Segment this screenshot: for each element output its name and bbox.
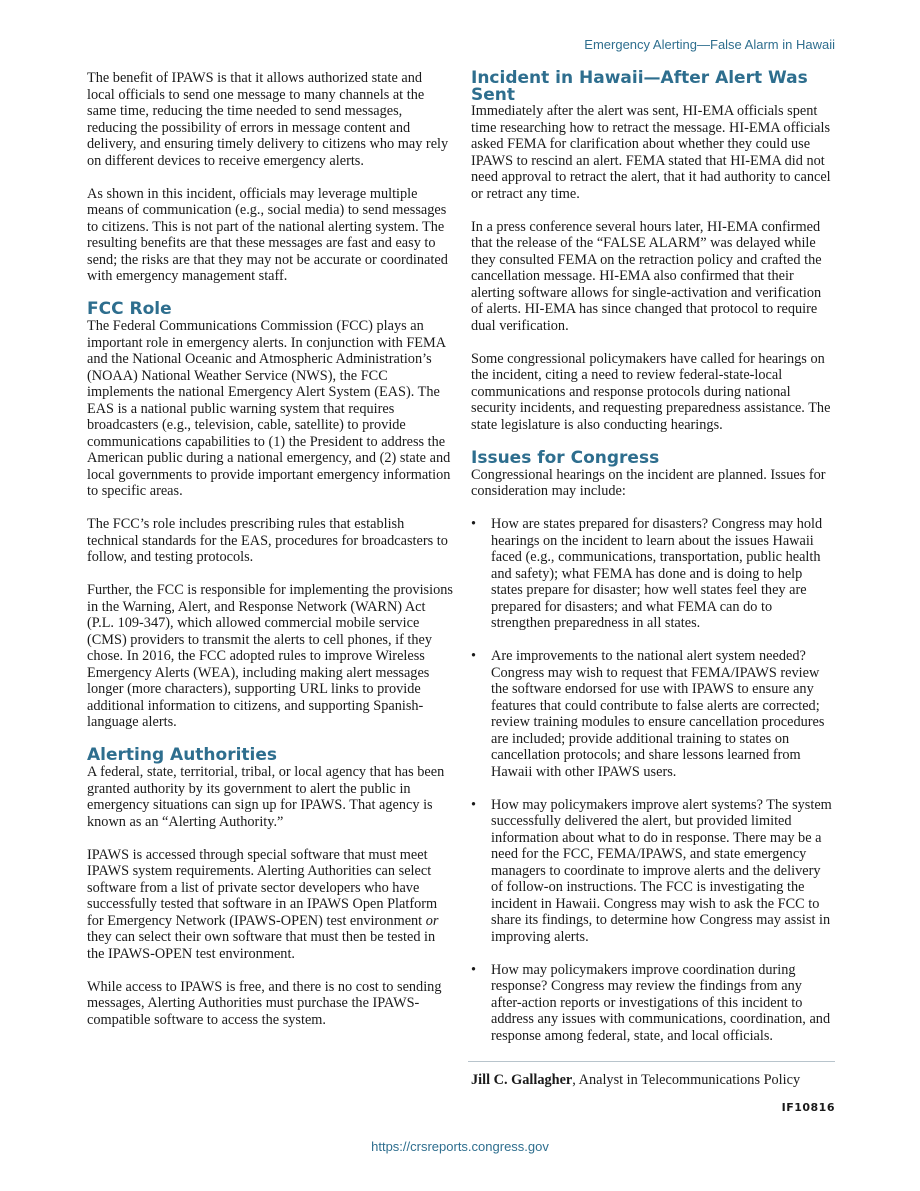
fcc-role-heading: FCC Role — [87, 299, 172, 319]
fcc-role-paragraph-2: The FCC’s role includes prescribing rules that establish technical standards for the EAS, procedures for broadcasters to follow, and testing protocols. — [87, 516, 448, 565]
footer-url-link[interactable]: https://crsreports.congress.gov — [371, 1139, 549, 1154]
right-column — [471, 70, 835, 1117]
author-line — [471, 1072, 835, 1089]
emphasis-or: or — [425, 912, 439, 929]
alerting-authorities-heading: Alerting Authorities — [87, 745, 278, 765]
list-item — [471, 516, 835, 632]
alerting-authorities-paragraph-3: While access to IPAWS is free, and there is no cost to sending messages, Alerting Authorities must purchase the IPAWS-compatible software to access the system. — [87, 978, 442, 1028]
fcc-role-paragraph-3: Further, the FCC is responsible for implementing the provisions in the Warning, Alert, and Response Network (WARN) Act (P.L. 109-347), which allowed commercial mobile service (CMS) providers to transmit the alerts to cell phones, if they chose. In 2016, the FCC adopted rules to improve Wireless Emergency Alerts (WEA), including making alert messages longer (more characters), supporting URL links to provide additional information to citizens, and supporting Spanish-language alerts. — [87, 582, 453, 730]
bullet-icon: • — [471, 961, 477, 978]
fcc-role-paragraph-1: The Federal Communications Commission (FCC) plays an important role in emergency alerts. In conjunction with FEMA and the National Oceanic and Atmospheric Administration’s (NOAA) National Weather Service (NWS), the FCC implements the national Emergency Alert System (EAS). The EAS is a national public warning system that requires broadcasters (e.g., television, cable, satellite) to provide communications capabilities to (1) the President to address the American public during a national emergency, and (2) state and local governments to provide important emergency information to specific areas. — [87, 318, 451, 499]
ipaws-benefit-paragraph: The benefit of IPAWS is that it allows authorized state and local officials to send one message to many channels at the same time, reducing the time needed to send messages, reducing the possibility of errors in message content and delivery, and ensuring timely delivery to citizens who may rely on different devices to receive emergency alerts. — [87, 70, 449, 169]
list-item-text: How may policymakers improve alert systems? The system successfully delivered the alert, but provided limited information about what to do in response. There may be a need for the FCC, FEMA/IPAWS, and state emergency managers to coordinate to improve alerts and the delivery of follow-on instructions. The FCC is investigating the incident in Hawaii. Congress may wish to ask the FCC to share its findings, to determine how Congress may assist in improving alerts. — [491, 796, 832, 945]
report-id: IF10816 — [781, 1101, 835, 1114]
software-text-a: IPAWS is accessed through special software that must meet IPAWS system requirements. Alerting Authorities can select software from a list of private sector developers who have successfully tested that software in an IPAWS Open Platform for Emergency Network (IPAWS-OPEN) test environment — [87, 846, 438, 929]
bullet-icon: • — [471, 648, 477, 664]
bullet-icon: • — [471, 796, 477, 813]
alerting-authorities-paragraph-1: A federal, state, territorial, tribal, or local agency that has been granted authority by its government to alert the public in emergency situations can sign up for IPAWS. That agency is known as an “Alerting Authority.” — [87, 764, 445, 830]
communication-means-paragraph: As shown in this incident, officials may leverage multiple means of communication (e.g., social media) to send messages to citizens. This is not part of the national alerting system. The resulting benefits are that these messages are fast and easy to send; the risks are that they may not be accurate or coordinated with emergency management staff. — [87, 185, 448, 284]
issues-list — [471, 516, 835, 1044]
alerting-authorities-paragraph-2 — [87, 847, 453, 963]
software-text-b: they can select their own software that must then be tested in the IPAWS-OPEN test environment. — [87, 929, 436, 962]
author-name: Jill C. Gallagher — [471, 1071, 573, 1088]
list-item — [471, 797, 835, 946]
list-item-text: How may policymakers improve coordination during response? Congress may review the findings from any after-action reports or investigations of this incident to address any issues with communications, coordination, and response among federal, state, and local officials. — [491, 961, 831, 1044]
list-item — [471, 648, 835, 780]
author-divider — [468, 1061, 835, 1062]
running-header: Emergency Alerting—False Alarm in Hawaii — [584, 37, 835, 52]
issues-intro: Congressional hearings on the incident are planned. Issues for consideration may include: — [471, 466, 826, 499]
issues-heading: Issues for Congress — [471, 447, 660, 468]
list-item — [471, 962, 835, 1045]
incident-paragraph-2: In a press conference several hours later, HI-EMA confirmed that the release of the “FALSE ALARM” was delayed while they consulted FEMA on the retraction policy and crafted the cancellation message. HI-EMA also confirmed that their alerting software allows for single-activation and verification of alerts. HI-EMA has since changed that protocol to require dual verification. — [471, 218, 822, 334]
left-column — [87, 70, 453, 1045]
list-item-text: Are improvements to the national alert system needed? Congress may wish to request that FEMA/IPAWS review the software endorsed for use with IPAWS to ensure any features that could contribute to false alerts are corrected; review training modules to ensure cancellation procedures are included; provide additional training to states on cancellation protocols; and share lessons learned from Hawaii with other IPAWS users. — [491, 648, 825, 780]
incident-heading: Incident in Hawaii—After Alert Was Sent — [471, 68, 808, 105]
incident-paragraph-3: Some congressional policymakers have called for hearings on the incident, citing a need to review federal-state-local communications and response protocols during national security incidents, and requesting preparedness assistance. The state legislature is also conducting hearings. — [471, 350, 831, 433]
list-item-text: How are states prepared for disasters? Congress may hold hearings on the incident to learn about the issues Hawaii faced (e.g., communications, transportation, public health and safety); what FEMA has done and is doing to help states prepare for disaster; how well states feel they are prepared for disasters; and what FEMA can do to strengthen preparedness in all states. — [491, 516, 823, 631]
author-title: , Analyst in Telecommunications Policy — [572, 1071, 801, 1088]
bullet-icon: • — [471, 516, 477, 532]
incident-paragraph-1: Immediately after the alert was sent, HI-EMA officials spent time researching how to retract the message. HI-EMA officials asked FEMA for clarification about whether they could use IPAWS to rescind an alert. FEMA stated that HI-EMA did not need approval to retract the alert, that it had authority to cancel or retract any time. — [471, 103, 831, 202]
